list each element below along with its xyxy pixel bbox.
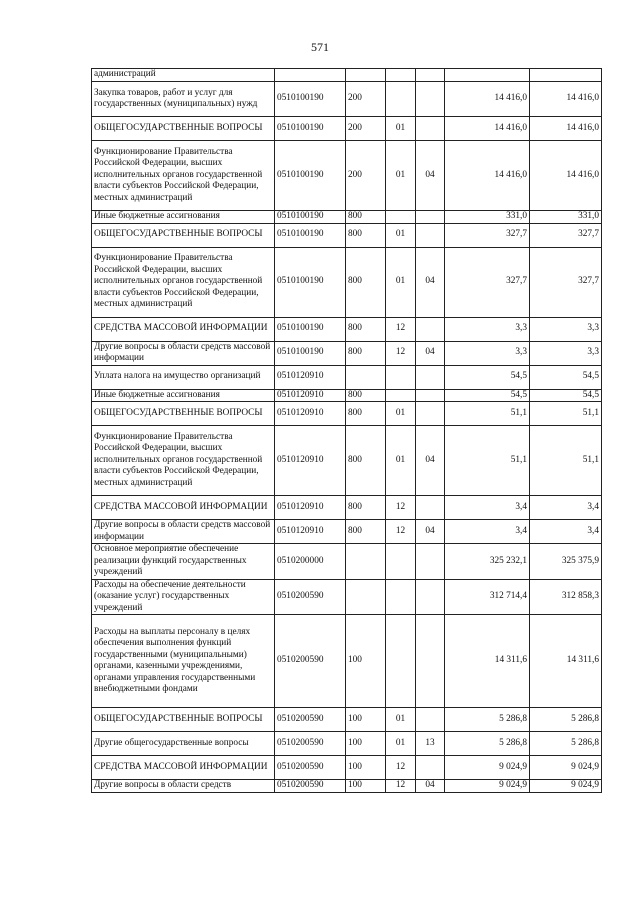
row-subsection: 04 (416, 520, 445, 544)
row-code: 0510100190 (275, 211, 346, 224)
row-sum-2: 9 024,9 (530, 780, 602, 793)
row-code: 0510100190 (275, 341, 346, 365)
row-code: 0510200000 (275, 544, 346, 580)
row-sum-1: 5 286,8 (445, 732, 530, 756)
row-sum-2: 14 416,0 (530, 82, 602, 117)
row-sum-2: 14 416,0 (530, 141, 602, 211)
row-group: 800 (346, 223, 386, 247)
row-sum-2: 14 311,6 (530, 615, 602, 708)
row-sum-2 (530, 69, 602, 82)
row-name: Иные бюджетные ассигнования (92, 389, 275, 402)
table-row (92, 520, 602, 544)
row-group (346, 365, 386, 389)
row-sum-1: 54,5 (445, 389, 530, 402)
row-sum-1: 14 416,0 (445, 141, 530, 211)
row-sum-1: 9 024,9 (445, 756, 530, 780)
row-section (386, 544, 416, 580)
row-sum-1: 54,5 (445, 365, 530, 389)
table-row (92, 317, 602, 341)
row-name: Основное мероприятие обеспечение реализации функций государственных учреждений (92, 544, 275, 580)
row-sum-1 (445, 69, 530, 82)
row-sum-1: 312 714,4 (445, 579, 530, 615)
row-section (386, 579, 416, 615)
row-name: Иные бюджетные ассигнования (92, 211, 275, 224)
row-group: 100 (346, 708, 386, 732)
row-group (346, 544, 386, 580)
row-section: 01 (386, 402, 416, 426)
table-row (92, 496, 602, 520)
row-group: 100 (346, 780, 386, 793)
row-group: 800 (346, 247, 386, 317)
row-group: 800 (346, 520, 386, 544)
row-group: 800 (346, 426, 386, 496)
row-section: 12 (386, 780, 416, 793)
row-sum-1: 51,1 (445, 426, 530, 496)
page-number: 571 (311, 40, 329, 54)
row-group: 200 (346, 141, 386, 211)
row-code: 0510100190 (275, 117, 346, 141)
row-subsection (416, 579, 445, 615)
table-row (92, 426, 602, 496)
table-row (92, 341, 602, 365)
row-code (275, 69, 346, 82)
row-name: ОБЩЕГОСУДАРСТВЕННЫЕ ВОПРОСЫ (92, 708, 275, 732)
row-name: Функционирование Правительства Российской Федерации, высших исполнительных органов государственной власти субъектов Российской Федерации, местных администраций (92, 141, 275, 211)
row-name: администраций (92, 69, 275, 82)
row-section (386, 389, 416, 402)
row-group: 800 (346, 317, 386, 341)
row-group: 800 (346, 402, 386, 426)
table-row (92, 579, 602, 615)
row-subsection: 04 (416, 426, 445, 496)
row-subsection (416, 211, 445, 224)
row-sum-2: 312 858,3 (530, 579, 602, 615)
row-code: 0510120910 (275, 402, 346, 426)
table-row (92, 117, 602, 141)
row-section (386, 615, 416, 708)
row-section: 01 (386, 732, 416, 756)
row-subsection (416, 402, 445, 426)
table-row (92, 756, 602, 780)
row-section: 01 (386, 141, 416, 211)
row-sum-1: 14 416,0 (445, 82, 530, 117)
row-code: 0510120910 (275, 520, 346, 544)
row-sum-2: 9 024,9 (530, 756, 602, 780)
row-subsection (416, 69, 445, 82)
row-subsection: 04 (416, 780, 445, 793)
row-section: 01 (386, 223, 416, 247)
table-row (92, 780, 602, 793)
row-group (346, 579, 386, 615)
row-name: СРЕДСТВА МАССОВОЙ ИНФОРМАЦИИ (92, 317, 275, 341)
row-sum-2: 327,7 (530, 223, 602, 247)
row-code: 0510120910 (275, 426, 346, 496)
row-section: 12 (386, 341, 416, 365)
row-sum-1: 9 024,9 (445, 780, 530, 793)
row-name: Функционирование Правительства Российской Федерации, высших исполнительных органов государственной власти субъектов Российской Федерации, местных администраций (92, 426, 275, 496)
row-name: Другие вопросы в области средств массовой информации (92, 341, 275, 365)
table-row (92, 615, 602, 708)
row-subsection (416, 615, 445, 708)
row-subsection (416, 544, 445, 580)
row-sum-2: 331,0 (530, 211, 602, 224)
row-sum-1: 325 232,1 (445, 544, 530, 580)
row-group: 800 (346, 389, 386, 402)
row-code: 0510100190 (275, 141, 346, 211)
row-sum-1: 51,1 (445, 402, 530, 426)
row-sum-2: 14 416,0 (530, 117, 602, 141)
row-code: 0510120910 (275, 496, 346, 520)
row-subsection (416, 365, 445, 389)
row-section: 12 (386, 317, 416, 341)
row-name: Закупка товаров, работ и услуг для государственных (муниципальных) нужд (92, 82, 275, 117)
row-code: 0510120910 (275, 389, 346, 402)
row-code: 0510100190 (275, 223, 346, 247)
row-group (346, 69, 386, 82)
row-section: 01 (386, 117, 416, 141)
row-section: 12 (386, 520, 416, 544)
table-row (92, 69, 602, 82)
row-name: Другие вопросы в области средств массовой информации (92, 520, 275, 544)
row-sum-2: 325 375,9 (530, 544, 602, 580)
row-name: ОБЩЕГОСУДАРСТВЕННЫЕ ВОПРОСЫ (92, 117, 275, 141)
row-sum-1: 14 416,0 (445, 117, 530, 141)
row-sum-2: 327,7 (530, 247, 602, 317)
row-subsection: 13 (416, 732, 445, 756)
row-code: 0510200590 (275, 708, 346, 732)
table-row (92, 211, 602, 224)
row-subsection (416, 223, 445, 247)
row-code: 0510200590 (275, 756, 346, 780)
row-sum-1: 3,3 (445, 317, 530, 341)
row-code: 0510100190 (275, 247, 346, 317)
row-group: 100 (346, 732, 386, 756)
table-row (92, 732, 602, 756)
row-section (386, 82, 416, 117)
row-sum-2: 5 286,8 (530, 708, 602, 732)
table-row (92, 389, 602, 402)
row-sum-1: 5 286,8 (445, 708, 530, 732)
row-group: 100 (346, 756, 386, 780)
row-code: 0510100190 (275, 82, 346, 117)
row-code: 0510200590 (275, 615, 346, 708)
row-group: 800 (346, 211, 386, 224)
row-sum-1: 3,4 (445, 496, 530, 520)
row-code: 0510100190 (275, 317, 346, 341)
row-sum-1: 331,0 (445, 211, 530, 224)
table-row (92, 708, 602, 732)
row-sum-2: 3,3 (530, 341, 602, 365)
row-name: ОБЩЕГОСУДАРСТВЕННЫЕ ВОПРОСЫ (92, 402, 275, 426)
row-subsection (416, 317, 445, 341)
row-group: 100 (346, 615, 386, 708)
row-section: 01 (386, 426, 416, 496)
row-name: Расходы на обеспечение деятельности (оказание услуг) государственных учреждений (92, 579, 275, 615)
budget-table (91, 68, 602, 793)
table-body (92, 69, 602, 793)
row-sum-2: 51,1 (530, 426, 602, 496)
row-sum-2: 5 286,8 (530, 732, 602, 756)
table-row (92, 247, 602, 317)
row-group: 800 (346, 496, 386, 520)
table-row (92, 365, 602, 389)
row-sum-2: 3,3 (530, 317, 602, 341)
table-row (92, 82, 602, 117)
row-subsection (416, 756, 445, 780)
row-name: Функционирование Правительства Российской Федерации, высших исполнительных органов государственной власти субъектов Российской Федерации, местных администраций (92, 247, 275, 317)
row-section (386, 69, 416, 82)
row-subsection (416, 708, 445, 732)
row-subsection (416, 389, 445, 402)
row-group: 800 (346, 341, 386, 365)
row-code: 0510200590 (275, 780, 346, 793)
row-section: 01 (386, 708, 416, 732)
table-row (92, 402, 602, 426)
row-sum-2: 3,4 (530, 496, 602, 520)
table-row (92, 223, 602, 247)
row-group: 200 (346, 82, 386, 117)
row-subsection: 04 (416, 247, 445, 317)
row-sum-2: 54,5 (530, 365, 602, 389)
row-sum-1: 327,7 (445, 223, 530, 247)
row-name: СРЕДСТВА МАССОВОЙ ИНФОРМАЦИИ (92, 496, 275, 520)
row-sum-2: 3,4 (530, 520, 602, 544)
row-code: 0510200590 (275, 579, 346, 615)
row-name: Другие общегосударственные вопросы (92, 732, 275, 756)
row-sum-2: 54,5 (530, 389, 602, 402)
row-sum-1: 14 311,6 (445, 615, 530, 708)
row-name: ОБЩЕГОСУДАРСТВЕННЫЕ ВОПРОСЫ (92, 223, 275, 247)
row-group: 200 (346, 117, 386, 141)
row-name: Другие вопросы в области средств (92, 780, 275, 793)
table-row (92, 141, 602, 211)
row-name: Уплата налога на имущество организаций (92, 365, 275, 389)
row-name: СРЕДСТВА МАССОВОЙ ИНФОРМАЦИИ (92, 756, 275, 780)
row-code: 0510200590 (275, 732, 346, 756)
row-sum-1: 327,7 (445, 247, 530, 317)
row-subsection (416, 82, 445, 117)
row-subsection (416, 117, 445, 141)
table-row (92, 544, 602, 580)
row-sum-1: 3,4 (445, 520, 530, 544)
row-section: 12 (386, 496, 416, 520)
row-section: 12 (386, 756, 416, 780)
row-code: 0510120910 (275, 365, 346, 389)
row-sum-2: 51,1 (530, 402, 602, 426)
row-section (386, 365, 416, 389)
row-section (386, 211, 416, 224)
row-subsection (416, 496, 445, 520)
row-subsection: 04 (416, 341, 445, 365)
row-subsection: 04 (416, 141, 445, 211)
row-name: Расходы на выплаты персоналу в целях обеспечения выполнения функций государственными (муниципальными) органами, казенными учреждениями, органами управления государственными внебюджетными фондами (92, 615, 275, 708)
row-sum-1: 3,3 (445, 341, 530, 365)
row-section: 01 (386, 247, 416, 317)
